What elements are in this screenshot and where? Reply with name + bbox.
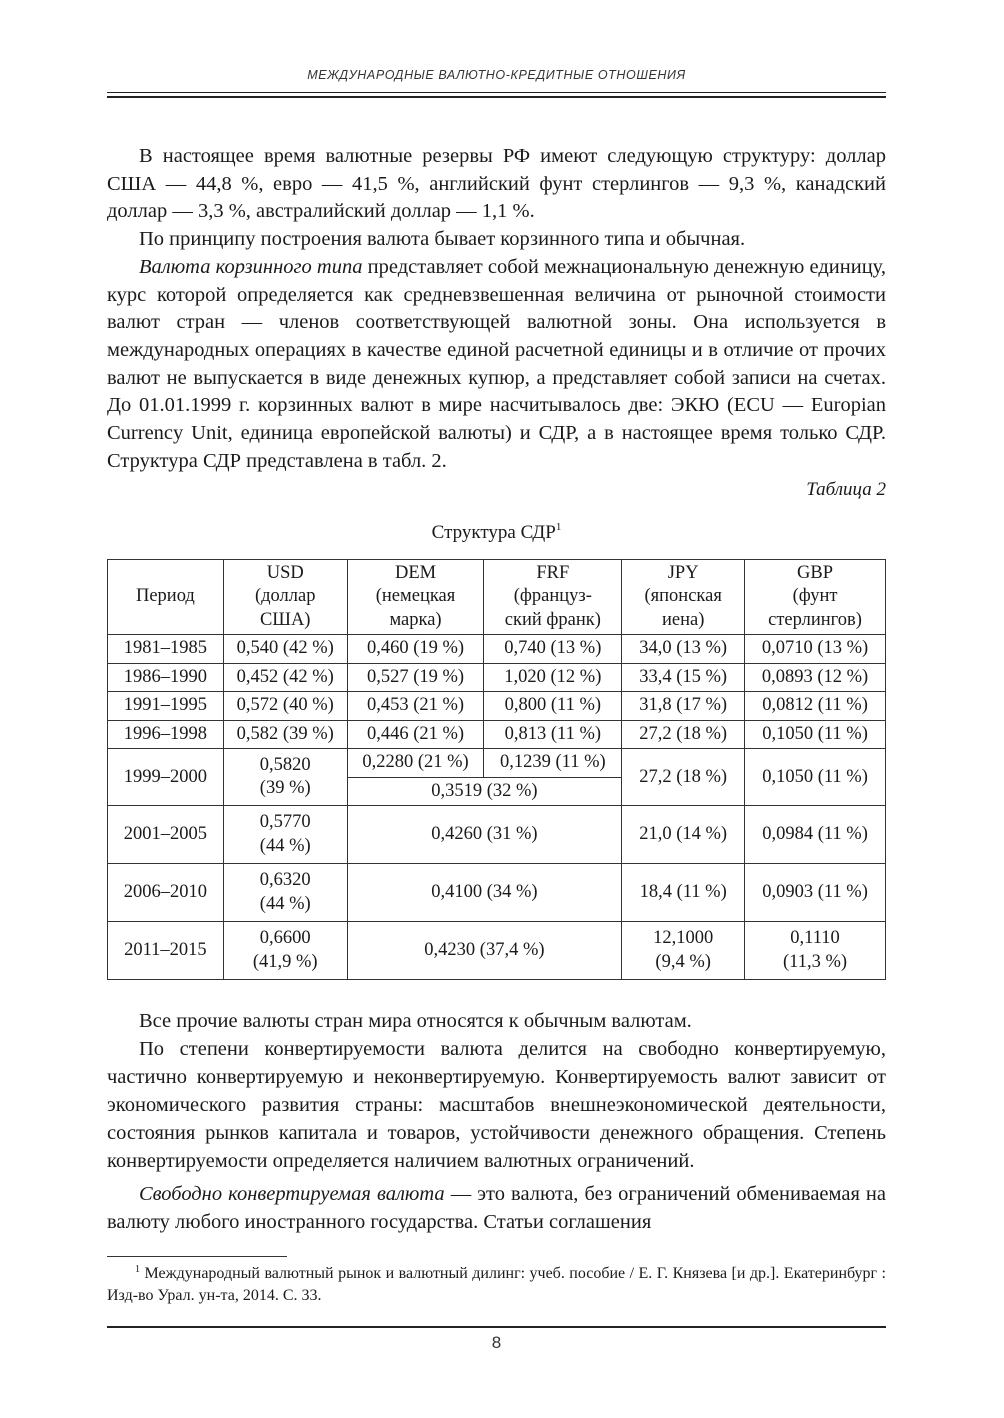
- table-row: [108, 806, 886, 864]
- cell-period: 1981–1985: [108, 635, 224, 664]
- table-row: [108, 692, 886, 721]
- cell-usd: 0,540 (42 %): [223, 635, 347, 664]
- cell-usd: 0,5820 (39 %): [223, 749, 347, 806]
- paragraph-reserves: В настоящее время валютные резервы РФ имеют следующую структуру: доллар США — 44,8 %, евро — 41,5 %, английский фунт стерлингов — 9,3 %, канадский доллар — 3,3 %, австралийский доллар — 1,1 %.: [107, 145, 886, 223]
- cell-dem: 0,2280 (21 %): [347, 749, 484, 778]
- sdr-structure-table: [107, 559, 886, 981]
- footnote-rule: [107, 1256, 287, 1257]
- table-row: [108, 635, 886, 664]
- cell-period: 2006–2010: [108, 864, 224, 922]
- table-header-row: [108, 559, 886, 635]
- paragraph-free-convertible: [107, 1180, 886, 1236]
- table-title: [107, 514, 886, 547]
- cell-eur-combined: 0,3519 (32 %): [347, 777, 622, 806]
- term-free-convertible: Свободно конвертируемая валюта: [139, 1183, 445, 1205]
- continued-text: [107, 1007, 886, 1236]
- cell-eur-combined: 0,4100 (34 %): [347, 864, 622, 922]
- cell-jpy: 21,0 (14 %): [622, 806, 745, 864]
- cell-period: 2011–2015: [108, 922, 224, 980]
- page-number: 8: [491, 1333, 502, 1352]
- footnote-text: Международный валютный рынок и валютный дилинг: учеб. пособие / Е. Г. Князева [и др.]. Екатеринбург : Изд-во Урал. ун-та, 2014. С. 33.: [107, 1265, 886, 1304]
- running-header: МЕЖДУНАРОДНЫЕ ВАЛЮТНО-КРЕДИТНЫЕ ОТНОШЕНИЯ: [307, 68, 686, 82]
- cell-period: 1986–1990: [108, 663, 224, 692]
- cell-jpy: 34,0 (13 %): [622, 635, 745, 664]
- cell-jpy: 33,4 (15 %): [622, 663, 745, 692]
- header-gbp: GBP (фунт стерлингов): [745, 559, 886, 635]
- cell-gbp: 0,1050 (11 %): [745, 749, 886, 806]
- header-jpy: JPY (японская иена): [622, 559, 745, 635]
- cell-eur-combined: 0,4230 (37,4 %): [347, 922, 622, 980]
- cell-dem: 0,527 (19 %): [347, 663, 484, 692]
- cell-jpy: 12,1000 (9,4 %): [622, 922, 745, 980]
- cell-usd: 0,572 (40 %): [223, 692, 347, 721]
- paragraph-ordinary: Все прочие валюты стран мира относятся к обычным валютам.: [139, 1010, 692, 1032]
- cell-gbp: 0,1110 (11,3 %): [745, 922, 886, 980]
- cell-period: 1996–1998: [108, 720, 224, 749]
- footer-rule: [107, 1326, 886, 1328]
- table-row: [108, 922, 886, 980]
- cell-frf: 0,1239 (11 %): [484, 749, 622, 778]
- cell-gbp: 0,0710 (13 %): [745, 635, 886, 664]
- cell-gbp: 0,0903 (11 %): [745, 864, 886, 922]
- cell-dem: 0,446 (21 %): [347, 720, 484, 749]
- header-frf: FRF (француз- ский франк): [484, 559, 622, 635]
- cell-eur-combined: 0,4260 (31 %): [347, 806, 622, 864]
- cell-gbp: 0,0984 (11 %): [745, 806, 886, 864]
- header-dem: DEM (немецкая марка): [347, 559, 484, 635]
- cell-jpy: 27,2 (18 %): [622, 720, 745, 749]
- cell-jpy: 18,4 (11 %): [622, 864, 745, 922]
- paragraph-basket: [107, 254, 886, 476]
- paragraph-types: По принципу построения валюта бывает корзинного типа и обычная.: [139, 228, 746, 251]
- cell-usd: 0,6600 (41,9 %): [223, 922, 347, 980]
- table-row: [108, 720, 886, 749]
- cell-dem: 0,460 (19 %): [347, 635, 484, 664]
- basket-definition: представляет собой межнациональную денежную единицу, курс которой определяется как средневзвешенная величина от рыночной стоимости валют стран — членов соответствующей валютной зоны. Она используется в международных операциях в качестве единой расчетной единицы и в отличие от прочих валют не выпускается в виде денежных купюр, а представляет собой записи на счетах. До 01.01.1999 г. корзинных валют в мире насчитывалось две: ЭКЮ (ECU — Europian Currency Unit, единица европейской валюты) и СДР, а в настоящее время только СДР. Структура СДР представлена в табл. 2.: [107, 255, 886, 472]
- header-rule-thick: [107, 96, 886, 98]
- cell-usd: 0,6320 (44 %): [223, 864, 347, 922]
- table-row: [108, 749, 886, 778]
- header-usd: USD (доллар США): [223, 559, 347, 635]
- table-row: [108, 663, 886, 692]
- cell-frf: 0,813 (11 %): [484, 720, 622, 749]
- cell-dem: 0,453 (21 %): [347, 692, 484, 721]
- table-row: [108, 864, 886, 922]
- cell-usd: 0,582 (39 %): [223, 720, 347, 749]
- cell-gbp: 0,1050 (11 %): [745, 720, 886, 749]
- footnote-ref[interactable]: 1: [555, 521, 562, 534]
- cell-period: 2001–2005: [108, 806, 224, 864]
- footnote: [107, 1259, 886, 1307]
- cell-frf: 0,740 (13 %): [484, 635, 622, 664]
- footnote-mark: 1: [135, 1264, 140, 1275]
- table-caption: Таблица 2: [806, 479, 886, 501]
- cell-gbp: 0,0893 (12 %): [745, 663, 886, 692]
- cell-period: 1991–1995: [108, 692, 224, 721]
- term-basket-currency: Валюта корзинного типа: [139, 255, 363, 278]
- free-convertible-definition: — это валюта, без ограничений обмениваемая на валюту любого иностранного государства. Статьи соглашения: [107, 1183, 886, 1233]
- cell-usd: 0,5770 (44 %): [223, 806, 347, 864]
- cell-jpy: 31,8 (17 %): [622, 692, 745, 721]
- table-title-text: Структура СДР: [431, 522, 556, 544]
- cell-frf: 1,020 (12 %): [484, 663, 622, 692]
- cell-jpy: 27,2 (18 %): [622, 749, 745, 806]
- cell-gbp: 0,0812 (11 %): [745, 692, 886, 721]
- header-rule-thin: [107, 92, 886, 93]
- main-text: [107, 143, 886, 980]
- paragraph-convertibility: По степени конвертируемости валюта делится на свободно конвертируемую, частично конвертируемую и неконвертируемую. Конвертируемость валют зависит от экономического развития страны: масштабов внешнеэкономической деятельности, состояния рынков капитала и товаров, устойчивости денежного обращения. Степень конвертируемости определяется наличием валютных ограничений.: [107, 1038, 886, 1172]
- cell-usd: 0,452 (42 %): [223, 663, 347, 692]
- cell-frf: 0,800 (11 %): [484, 692, 622, 721]
- cell-period: 1999–2000: [108, 749, 224, 806]
- header-period: Период: [108, 559, 224, 635]
